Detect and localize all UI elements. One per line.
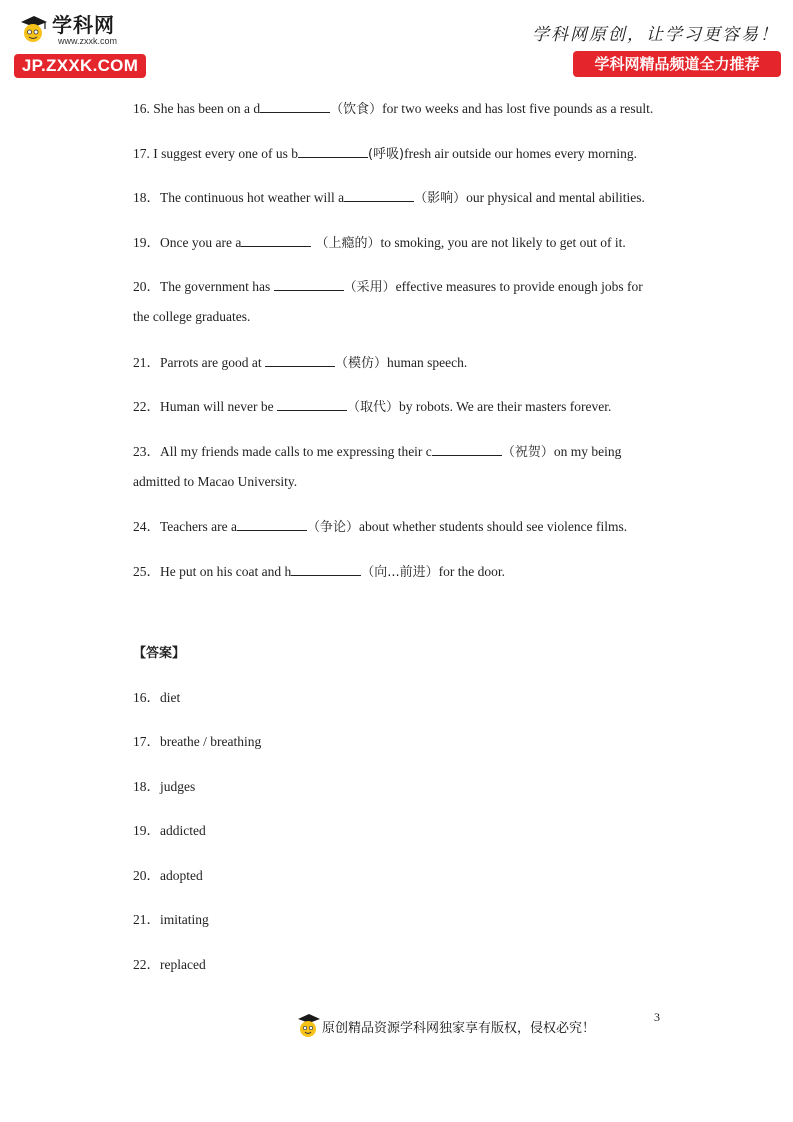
- header-slogan: 学科网原创，让学习更容易！: [532, 25, 779, 45]
- answer-blank: [432, 442, 502, 456]
- answer-number: 20．: [133, 868, 160, 883]
- question-text-after: about whether students should see violence films.: [359, 519, 628, 534]
- answer-blank: [237, 517, 307, 531]
- question-hint: （影响）: [414, 191, 467, 206]
- answer-22: [133, 956, 673, 974]
- question-text-after: human speech.: [386, 355, 468, 370]
- question-text-before: The government has: [160, 279, 274, 294]
- question-hint: （争论）: [307, 520, 360, 535]
- answer-text: diet: [160, 690, 181, 705]
- logo-badge[interactable]: JP.ZXXK.COM: [14, 54, 146, 78]
- answer-number: 19．: [133, 823, 160, 838]
- logo-url: www.zxxk.com: [58, 36, 118, 46]
- answer-text: judges: [160, 779, 196, 794]
- site-logo[interactable]: [14, 10, 154, 82]
- question-23-continuation: admitted to Macao University.: [133, 474, 298, 489]
- question-21: [133, 353, 673, 373]
- question-text-before: I suggest every one of us b: [153, 146, 298, 161]
- question-hint: （采用）: [343, 280, 396, 295]
- answer-17: [133, 733, 673, 751]
- question-text-after: our physical and mental abilities.: [466, 190, 645, 205]
- question-23: [133, 442, 673, 462]
- answer-text: addicted: [160, 823, 206, 838]
- answer-20: [133, 867, 673, 885]
- answer-blank: [277, 397, 347, 411]
- question-number: 19．: [133, 235, 160, 250]
- question-text-before: Parrots are good at: [160, 355, 265, 370]
- answer-text: adopted: [160, 868, 203, 883]
- answer-number: 21．: [133, 912, 160, 927]
- question-18: [133, 188, 673, 208]
- question-17: [133, 144, 673, 164]
- question-text-after: by robots. We are their masters forever.: [398, 399, 612, 414]
- question-hint: （上瘾的）: [311, 236, 381, 251]
- question-number: 21．: [133, 355, 160, 370]
- logo-name: 学科网: [52, 13, 115, 37]
- question-text-after: on my being: [553, 444, 622, 459]
- graduation-mascot-icon: [296, 1012, 320, 1040]
- question-text-after: to smoking, you are not likely to get out of it.: [380, 235, 626, 250]
- answer-number: 16．: [133, 690, 160, 705]
- header-tagline-badge[interactable]: 学科网精品频道全力推荐: [573, 51, 781, 77]
- logo-top: [18, 14, 117, 46]
- question-text-before: The continuous hot weather will a: [160, 190, 345, 205]
- question-number: 22．: [133, 399, 160, 414]
- answer-blank: [265, 353, 335, 367]
- answer-blank: [260, 99, 330, 113]
- question-20: [133, 277, 673, 297]
- answer-text: breathe / breathing: [160, 734, 262, 749]
- question-19: [133, 233, 673, 253]
- question-hint: （祝贺）: [501, 445, 554, 460]
- question-16: [133, 99, 673, 119]
- question-hint: （模仿）: [334, 356, 387, 371]
- question-text-before: She has been on a d: [153, 101, 261, 116]
- question-hint: (呼吸): [367, 147, 405, 162]
- question-text-before: Human will never be: [160, 399, 277, 414]
- question-number: 23．: [133, 444, 160, 459]
- answer-21: [133, 911, 673, 929]
- answers-heading: 【答案】: [133, 646, 186, 661]
- question-number: 24．: [133, 519, 160, 534]
- question-hint: （向...前进）: [361, 565, 439, 580]
- question-number: 25．: [133, 564, 160, 579]
- question-24: [133, 517, 673, 537]
- question-text-after: for two weeks and has lost five pounds as a result.: [382, 101, 654, 116]
- question-text-before: He put on his coat and h: [160, 564, 292, 579]
- question-number: 20．: [133, 279, 160, 294]
- question-text-before: Teachers are a: [160, 519, 237, 534]
- copyright-notice: 原创精品资源学科网独家享有版权，侵权必究！: [322, 1020, 596, 1036]
- page-number: 3: [654, 1010, 660, 1024]
- answer-blank: [344, 188, 414, 202]
- answer-18: [133, 778, 673, 796]
- question-text-before: Once you are a: [160, 235, 242, 250]
- question-20-continuation: the college graduates.: [133, 309, 251, 324]
- question-text-after: effective measures to provide enough jobs for: [395, 279, 643, 294]
- question-text-before: All my friends made calls to me expressing their c: [160, 444, 432, 459]
- question-text-after: for the door.: [438, 564, 506, 579]
- answer-16: [133, 689, 673, 707]
- question-number: 17.: [133, 146, 150, 161]
- answer-blank: [241, 233, 311, 247]
- question-number: 18．: [133, 190, 160, 205]
- answer-blank: [291, 562, 361, 576]
- answer-text: replaced: [160, 957, 206, 972]
- question-number: 16.: [133, 101, 150, 116]
- answer-number: 22．: [133, 957, 160, 972]
- graduation-mascot-icon: [18, 14, 48, 44]
- answer-number: 17．: [133, 734, 160, 749]
- question-hint: （取代）: [346, 400, 399, 415]
- logo-text: [52, 14, 117, 46]
- copyright-footer: [296, 1012, 595, 1040]
- answer-blank: [298, 144, 368, 158]
- question-hint: （饮食）: [330, 102, 383, 117]
- question-25: [133, 562, 673, 582]
- answer-number: 18．: [133, 779, 160, 794]
- answer-blank: [274, 277, 344, 291]
- answer-text: imitating: [160, 912, 209, 927]
- question-text-after: fresh air outside our homes every morning.: [404, 146, 637, 161]
- answer-19: [133, 822, 673, 840]
- question-22: [133, 397, 673, 417]
